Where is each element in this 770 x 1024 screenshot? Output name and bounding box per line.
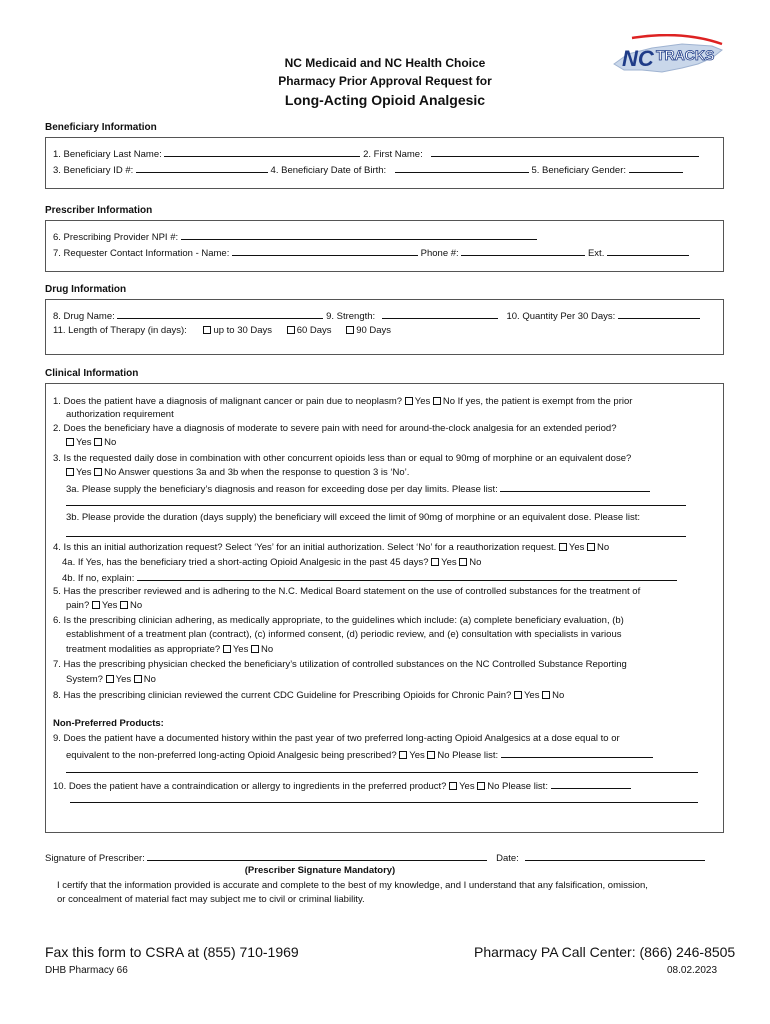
- strength-label: 9. Strength:: [326, 311, 376, 322]
- strength-field[interactable]: [382, 309, 498, 319]
- svg-text:TRACKS: TRACKS: [656, 47, 715, 63]
- q6-no-label: No: [260, 644, 274, 655]
- ext-field[interactable]: [607, 246, 689, 256]
- npi-label: 6. Prescribing Provider NPI #:: [53, 232, 179, 243]
- q7-no-label: No: [143, 674, 156, 685]
- q1-no-checkbox[interactable]: [433, 397, 441, 405]
- q7-yes-checkbox[interactable]: [106, 675, 114, 683]
- date-field[interactable]: [525, 851, 705, 861]
- svg-text:NC: NC: [622, 46, 654, 71]
- nctracks-logo: [612, 34, 724, 78]
- q10-text: 10. Does the patient have a contraindication or allergy to ingredients in the preferred product?: [53, 781, 447, 792]
- fax-info: Fax this form to CSRA at (855) 710-1969: [45, 944, 299, 960]
- beneficiary-first-name-label: 2. First Name:: [363, 149, 423, 160]
- section-clinical-title: Clinical Information: [45, 368, 139, 379]
- q3b-text: 3b. Please provide the duration (days supply) the beneficiary will exceed the limit of 90mg of morphine or an equivalent dose. Please list:: [66, 512, 641, 523]
- section-drug-title: Drug Information: [45, 284, 127, 295]
- q9-yes-checkbox[interactable]: [399, 751, 407, 759]
- drug-name-field[interactable]: [117, 309, 323, 319]
- q8-no-label: No: [552, 690, 565, 701]
- q4-yes-checkbox[interactable]: [559, 543, 567, 551]
- therapy-90-checkbox[interactable]: [346, 326, 354, 334]
- q3-yes-checkbox[interactable]: [66, 468, 74, 476]
- form-title-line1: NC Medicaid and NC Health Choice: [284, 56, 486, 70]
- q5-no-label: No: [130, 600, 143, 611]
- q7-text: 7. Has the prescribing physician checked the beneficiary’s utilization of controlled substances on the NC Controlled Substance Reporting: [53, 659, 627, 670]
- therapy-60-checkbox[interactable]: [287, 326, 295, 334]
- q9-field-line2[interactable]: [66, 772, 698, 773]
- q4a-yes-label: Yes: [441, 557, 457, 568]
- q7-yes-label: Yes: [115, 674, 132, 685]
- q6-yes-checkbox[interactable]: [223, 645, 231, 653]
- q4-no-label: No: [597, 542, 610, 553]
- q2-yes-checkbox[interactable]: [66, 438, 74, 446]
- ext-label: Ext.: [587, 248, 605, 259]
- form-title-line3: Long-Acting Opioid Analgesic: [284, 92, 486, 108]
- phone-field[interactable]: [461, 246, 585, 256]
- q8-yes-checkbox[interactable]: [514, 691, 522, 699]
- q5-yes-checkbox[interactable]: [92, 601, 100, 609]
- q6-no-checkbox[interactable]: [251, 645, 259, 653]
- call-center-info: Pharmacy PA Call Center: (866) 246-8505: [474, 944, 736, 960]
- therapy-90-label: 90 Days: [356, 325, 392, 336]
- q3b-field[interactable]: [66, 536, 686, 537]
- q3a-field-line2[interactable]: [66, 505, 686, 506]
- signature-mandatory-note: (Prescriber Signature Mandatory): [244, 865, 396, 876]
- beneficiary-last-name-field[interactable]: [164, 147, 360, 157]
- q10-no-label: No Please list:: [487, 781, 548, 792]
- q6-text-cont2: treatment modalities as appropriate?: [66, 644, 221, 655]
- contact-name-label: 7. Requester Contact Information - Name:: [53, 248, 230, 259]
- beneficiary-dob-label: 4. Beneficiary Date of Birth:: [270, 165, 387, 176]
- q4-no-checkbox[interactable]: [587, 543, 595, 551]
- q3a-field[interactable]: [500, 482, 650, 492]
- drug-name-label: 8. Drug Name:: [53, 311, 115, 322]
- date-label: Date:: [496, 853, 519, 864]
- q3-text: 3. Is the requested daily dose in combination with other concurrent opioids less than or equal to 90mg of morphine or an equivalent dose?: [53, 453, 632, 464]
- q9-yes-label: Yes: [409, 750, 425, 761]
- contact-name-field[interactable]: [232, 246, 418, 256]
- beneficiary-gender-field[interactable]: [629, 163, 683, 173]
- beneficiary-id-label: 3. Beneficiary ID #:: [53, 165, 134, 176]
- q10-field[interactable]: [551, 779, 631, 789]
- q2-no-checkbox[interactable]: [94, 438, 102, 446]
- q5-yes-label: Yes: [101, 600, 118, 611]
- q4b-text: 4b. If no, explain:: [62, 573, 135, 584]
- beneficiary-first-name-field[interactable]: [431, 147, 699, 157]
- signature-field[interactable]: [147, 851, 487, 861]
- q4b-field[interactable]: [137, 571, 677, 581]
- q6-yes-label: Yes: [232, 644, 249, 655]
- q7-text-cont: System?: [66, 674, 103, 685]
- q1-text-cont: authorization requirement: [66, 409, 174, 420]
- beneficiary-last-name-label: 1. Beneficiary Last Name:: [53, 149, 162, 160]
- q10-yes-checkbox[interactable]: [449, 782, 457, 790]
- beneficiary-dob-field[interactable]: [395, 163, 529, 173]
- q4a-no-label: No: [469, 557, 482, 568]
- q5-text: 5. Has the prescriber reviewed and is adhering to the N.C. Medical Board statement on the use of controlled substances for the treatment of: [53, 586, 641, 597]
- quantity-label: 10. Quantity Per 30 Days:: [506, 311, 616, 322]
- q9-field[interactable]: [501, 748, 653, 758]
- q3-no-label: No Answer questions 3a and 3b when the response to question 3 is ‘No’.: [104, 467, 410, 478]
- q5-no-checkbox[interactable]: [120, 601, 128, 609]
- q10-no-checkbox[interactable]: [477, 782, 485, 790]
- q4a-no-checkbox[interactable]: [459, 558, 467, 566]
- q3a-text: 3a. Please supply the beneficiary’s diagnosis and reason for exceeding dose per day limits. Please list:: [66, 484, 498, 495]
- q3-yes-label: Yes: [76, 467, 92, 478]
- q4-yes-label: Yes: [568, 542, 585, 553]
- q2-text: 2. Does the beneficiary have a diagnosis of moderate to severe pain with need for around-the-clock analgesia for an extended period?: [53, 423, 617, 434]
- q1-text: 1. Does the patient have a diagnosis of malignant cancer or pain due to neoplasm?: [53, 396, 403, 407]
- q9-text: 9. Does the patient have a documented history within the past year of two preferred long-acting Opioid Analgesics at a dose equal to or: [53, 733, 620, 744]
- q8-text: 8. Has the prescribing clinician reviewed the current CDC Guideline for Prescribing Opioids for Chronic Pain?: [53, 690, 512, 701]
- non-preferred-heading: Non-Preferred Products:: [53, 718, 164, 729]
- department-code: DHB Pharmacy 66: [45, 965, 128, 976]
- certify-text-line2: or concealment of material fact may subject me to civil or criminal liability.: [57, 894, 365, 905]
- q2-no-label: No: [104, 437, 117, 448]
- therapy-60-label: 60 Days: [296, 325, 332, 336]
- form-date: 08.02.2023: [667, 965, 718, 976]
- q9-no-label: No Please list:: [437, 750, 499, 761]
- q9-text-cont: equivalent to the non-preferred long-acting Opioid Analgesic being prescribed?: [66, 750, 397, 761]
- q4a-text: 4a. If Yes, has the beneficiary tried a short-acting Opioid Analgesic in the past 45 days?: [62, 557, 429, 568]
- q3-no-checkbox[interactable]: [94, 468, 102, 476]
- beneficiary-id-field[interactable]: [136, 163, 268, 173]
- q7-no-checkbox[interactable]: [134, 675, 142, 683]
- q2-yes-label: Yes: [76, 437, 92, 448]
- q8-no-checkbox[interactable]: [542, 691, 550, 699]
- q6-text-cont1: establishment of a treatment plan (contract), (c) informed consent, (d) periodic review, and (e) consultation with specialists in various: [66, 629, 622, 640]
- therapy-30-checkbox[interactable]: [203, 326, 211, 334]
- q8-yes-label: Yes: [523, 690, 540, 701]
- quantity-field[interactable]: [618, 309, 700, 319]
- section-beneficiary-title: Beneficiary Information: [45, 122, 157, 133]
- q4-text: 4. Is this an initial authorization request? Select ‘Yes’ for an initial authorization. Select ‘No’ for a reauthorization request.: [53, 542, 557, 553]
- clinical-box: [45, 383, 724, 833]
- therapy-length-label: 11. Length of Therapy (in days):: [53, 325, 187, 336]
- section-prescriber-title: Prescriber Information: [45, 205, 153, 216]
- q4a-yes-checkbox[interactable]: [431, 558, 439, 566]
- q1-no-label: No If yes, the patient is exempt from the prior: [442, 396, 633, 407]
- q5-text-cont: pain?: [66, 600, 90, 611]
- q1-yes-label: Yes: [414, 396, 431, 407]
- q10-field-line2[interactable]: [70, 802, 698, 803]
- therapy-30-label: up to 30 Days: [213, 325, 273, 336]
- beneficiary-gender-label: 5. Beneficiary Gender:: [531, 165, 626, 176]
- form-title-line2: Pharmacy Prior Approval Request for: [278, 74, 492, 88]
- q1-yes-checkbox[interactable]: [405, 397, 413, 405]
- signature-label: Signature of Prescriber:: [45, 853, 145, 864]
- q6-text: 6. Is the prescribing clinician adhering, as medically appropriate, to the guidelines which include: (a) complete beneficiary evaluation, (b): [53, 615, 624, 626]
- certify-text-line1: I certify that the information provided is accurate and complete to the best of my knowledge, and I understand that any falsification, omission,: [57, 880, 648, 891]
- npi-field[interactable]: [181, 230, 537, 240]
- q10-yes-label: Yes: [459, 781, 475, 792]
- q9-no-checkbox[interactable]: [427, 751, 435, 759]
- phone-label: Phone #:: [420, 248, 459, 259]
